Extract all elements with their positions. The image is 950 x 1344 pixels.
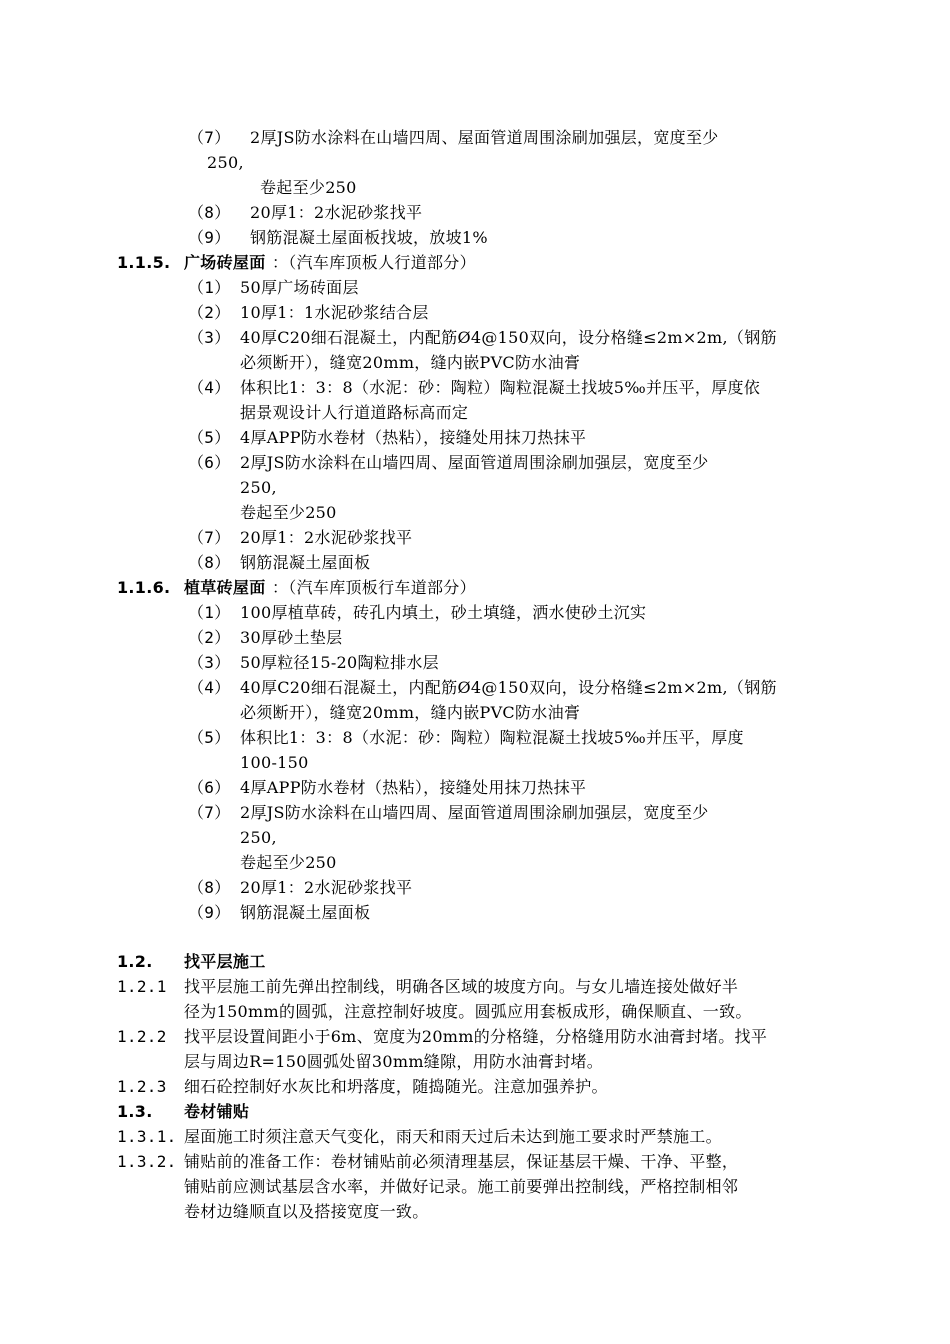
item-text: 40厚C20细石混凝土，内配筋Ø4@150双向，设分格缝≤2m×2m,（钢筋 [240,328,777,347]
item-text: 钢筋混凝土屋面板 [240,903,371,922]
item-number: （8） [188,203,231,222]
item-text: 250, [207,153,244,172]
item-text: 50厚粒径15-20陶粒排水层 [240,653,439,672]
clause-text: 找平层施工前先弹出控制线，明确各区域的坡度方向。与女儿墙连接处做好半 [184,977,739,996]
item-number: （1） [188,603,231,622]
item-number: （8） [188,553,231,572]
section-note: ：（汽车库顶板行车道部分） [272,578,476,597]
clause-text: 卷材边缝顺直以及搭接宽度一致。 [184,1202,429,1221]
clause-number: 1.3.1. [117,1127,177,1146]
item-text: 20厚1：2水泥砂浆找平 [240,878,413,897]
item-text: 钢筋混凝土屋面板 [240,553,371,572]
clause-number: 1.2.1 [117,977,167,996]
item-number: （9） [188,228,231,247]
item-number: （3） [188,653,231,672]
clause-text: 径为150mm的圆弧，注意控制好坡度。圆弧应用套板成形，确保顺直、一致。 [184,1002,752,1021]
item-text: 必须断开），缝宽20mm，缝内嵌PVC防水油膏 [240,353,581,372]
item-text: 据景观设计人行道道路标高而定 [240,403,469,422]
item-number: （5） [188,428,231,447]
item-number: （1） [188,278,231,297]
item-text: 钢筋混凝土屋面板找坡，放坡1% [250,228,488,247]
item-number: （2） [188,303,231,322]
section-title: 广场砖屋面 [184,253,266,272]
item-text: 50厚广场砖面层 [240,278,359,297]
item-number: （8） [188,878,231,897]
item-number: （9） [188,903,231,922]
item-text: 必须断开），缝宽20mm，缝内嵌PVC防水油膏 [240,703,581,722]
clause-number: 1.3.2. [117,1152,177,1171]
item-text: 10厚1：1水泥砂浆结合层 [240,303,429,322]
item-text: 卷起至少250 [260,178,357,197]
item-text: 4厚APP防水卷材（热粘），接缝处用抹刀热抹平 [240,778,587,797]
clause-text: 层与周边R=150圆弧处留30mm缝隙，用防水油膏封堵。 [184,1052,604,1071]
item-text: 250, [240,828,277,847]
clause-text: 铺贴前应测试基层含水率，并做好记录。施工前要弹出控制线，严格控制相邻 [184,1177,739,1196]
clause-text: 细石砼控制好水灰比和坍落度，随捣随光。注意加强养护。 [184,1077,608,1096]
item-text: 20厚1：2水泥砂浆找平 [250,203,423,222]
item-number: （6） [188,453,231,472]
item-number: （7） [188,803,231,822]
item-text: 体积比1：3：8（水泥：砂：陶粒）陶粒混凝土找坡5‰并压平，厚度 [240,728,744,747]
item-text: 100厚植草砖，砖孔内填土，砂土填缝，洒水使砂土沉实 [240,603,647,622]
clause-number: 1.2.2 [117,1027,167,1046]
item-number: （2） [188,628,231,647]
item-text: 2厚JS防水涂料在山墙四周、屋面管道周围涂刷加强层，宽度至少 [250,128,719,147]
item-text: 4厚APP防水卷材（热粘），接缝处用抹刀热抹平 [240,428,587,447]
item-number: （6） [188,778,231,797]
item-text: 100-150 [240,753,309,772]
section-number: 1.3. [117,1102,153,1121]
item-text: 40厚C20细石混凝土，内配筋Ø4@150双向，设分格缝≤2m×2m,（钢筋 [240,678,777,697]
clause-number: 1.2.3 [117,1077,167,1096]
item-text: 卷起至少250 [240,503,337,522]
section-number: 1.1.6. [117,578,171,597]
clause-text: 铺贴前的准备工作：卷材铺贴前必须清理基层，保证基层干燥、干净、平整， [184,1152,739,1171]
item-text: 卷起至少250 [240,853,337,872]
item-number: （4） [188,378,231,397]
item-text: 2厚JS防水涂料在山墙四周、屋面管道周围涂刷加强层，宽度至少 [240,453,709,472]
item-number: （7） [188,528,231,547]
section-title: 卷材铺贴 [184,1102,250,1121]
section-note: ：（汽车库顶板人行道部分） [272,253,476,272]
clause-text: 屋面施工时须注意天气变化，雨天和雨天过后未达到施工要求时严禁施工。 [184,1127,722,1146]
section-title: 植草砖屋面 [184,578,266,597]
item-text: 体积比1：3：8（水泥：砂：陶粒）陶粒混凝土找坡5‰并压平，厚度依 [240,378,761,397]
item-number: （7） [188,128,231,147]
item-text: 20厚1：2水泥砂浆找平 [240,528,413,547]
section-number: 1.2. [117,952,153,971]
item-number: （3） [188,328,231,347]
item-text: 250, [240,478,277,497]
item-text: 30厚砂土垫层 [240,628,343,647]
item-text: 2厚JS防水涂料在山墙四周、屋面管道周围涂刷加强层，宽度至少 [240,803,709,822]
section-title: 找平层施工 [184,952,266,971]
item-number: （4） [188,678,231,697]
item-number: （5） [188,728,231,747]
section-number: 1.1.5. [117,253,171,272]
clause-text: 找平层设置间距小于6m、宽度为20mm的分格缝，分格缝用防水油膏封堵。找平 [184,1027,768,1046]
